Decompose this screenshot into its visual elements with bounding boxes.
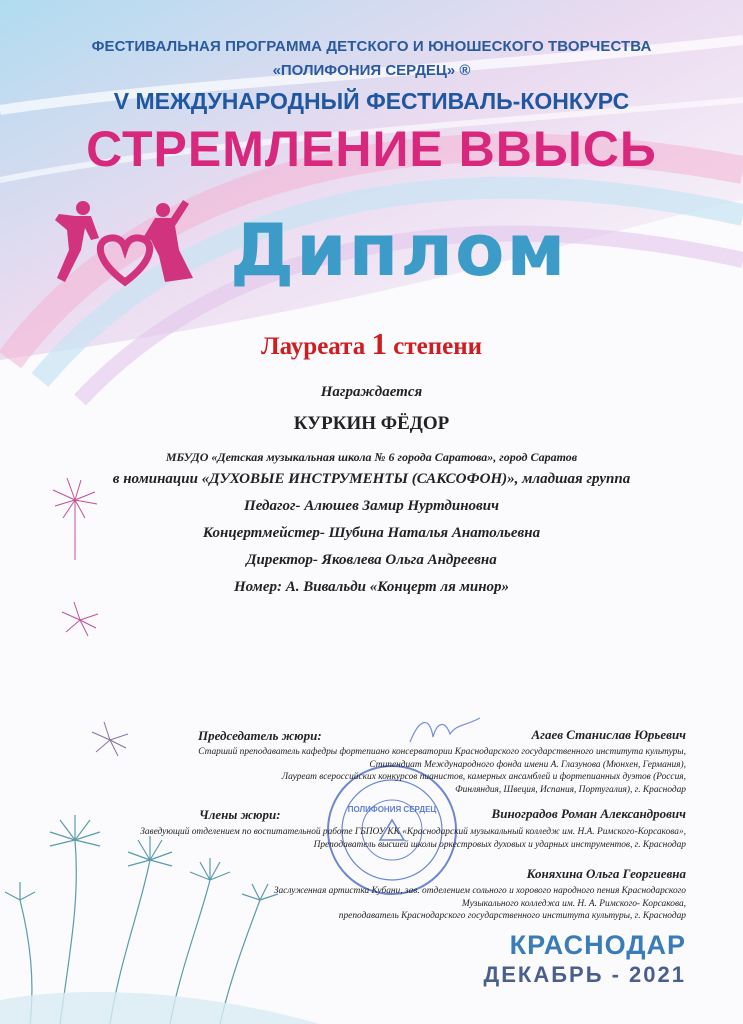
performance-line: Номер: А. Вивальди «Концерт ля минор» [233, 579, 510, 595]
school-line: МБУДО «Детская музыкальная школа № 6 города Саратова», город Саратов [165, 450, 578, 464]
member2-description: Заслуженная артистка Кубани, зав. отделением сольного и хорового народного пения Краснодарского Музыкального колледжа им. Н. А. Римского- Корсакова, преподаватель Краснодарского государственного института культуры, г. Краснодар [273, 886, 686, 921]
member1-description: Заведующий отделением по воспитательной работе ГБПОУ КК «Краснодарский музыкальный колледж им. Н.А. Римского-Корсакова», Преподаватель высшей школы оркестровых духовых и ударных инструментов, г. Краснодар [140, 827, 686, 850]
recipient-name: КУРКИН ФЁДОР [293, 413, 450, 434]
laureate-prefix: Лауреата [260, 333, 366, 360]
accompanist-line: Концертмейстер- Шубина Наталья Анатольевна [202, 525, 541, 541]
member1-name: Виноградов Роман Александрович [491, 806, 686, 821]
chair-description: Старший преподаватель кафедры фортепиано консерватории Краснодарского государственного института культуры, Стипендиат Международного фонда имени А. Глазунова (Мюнхен, Германия), Лауреат всероссийских конкурсов пианистов, камерных ансамблей и фортепианных дуэтов (Россия, Финляндия, Швеция, Испания, Португалия), г. Краснодар [198, 747, 686, 795]
awarded-label: Награждается [320, 384, 423, 400]
degree-number: 1 [371, 326, 387, 361]
dancers-heart-logo [55, 190, 195, 290]
stamp-text: ПОЛИФОНИЯ СЕРДЕЦ [347, 805, 437, 814]
brand-name: «ПОЛИФОНИЯ СЕРДЕЦ» ® [272, 62, 471, 79]
laureate-suffix: степени [393, 333, 483, 360]
director-line: Директор- Яковлева Ольга Андреевна [246, 552, 497, 568]
members-label: Члены жюри: [199, 807, 281, 822]
chair-name: Агаев Станислав Юрьевич [531, 727, 686, 742]
diploma-heading: Диплом [230, 208, 568, 292]
nomination-line: в номинации «ДУХОВЫЕ ИНСТРУМЕНТЫ (САКСОФОН)», младшая группа [112, 471, 631, 487]
contest-title: СТРЕМЛЕНИЕ ВВЫСЬ [86, 121, 657, 177]
city: КРАСНОДАР [509, 930, 686, 960]
date: ДЕКАБРЬ - 2021 [483, 962, 686, 987]
member2-name: Коняхина Ольга Георгиевна [526, 866, 686, 881]
teacher-line: Педагог- Алюшев Замир Нуртдинович [244, 498, 499, 514]
festival-name: V МЕЖДУНАРОДНЫЙ ФЕСТИВАЛЬ-КОНКУРС [113, 88, 630, 114]
chair-label: Председатель жюри: [198, 728, 322, 743]
laureate-degree [0, 326, 743, 362]
program-subtitle: ФЕСТИВАЛЬНАЯ ПРОГРАММА ДЕТСКОГО И ЮНОШЕСКОГО ТВОРЧЕСТВА [91, 38, 652, 55]
